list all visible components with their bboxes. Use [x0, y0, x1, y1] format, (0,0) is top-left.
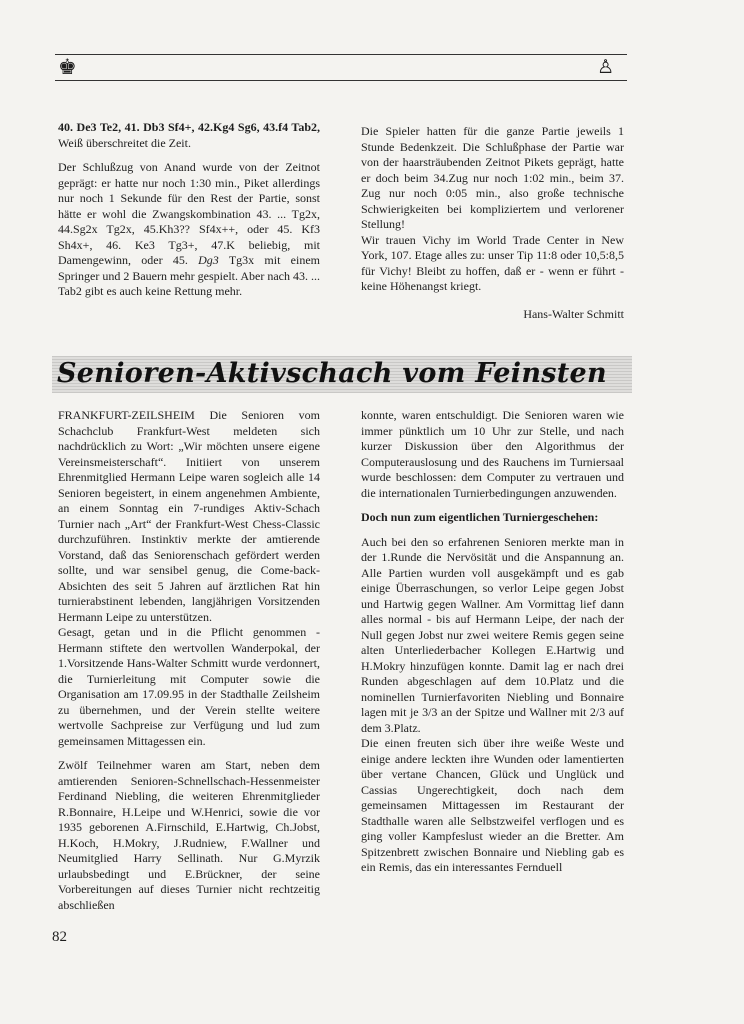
article-paragraph-3: Zwölf Teilnehmer waren am Start, neben dem amtierenden Senioren-Schnellschach-Hessenmeister Ferdinand Niebling, die weiteren Ehrenmitglieder R.Bonnaire, H.Leipe und W.Henrici, sowie die vor 1935 geborenen A.Firnschild, E.Hartwig, Ch.Jobst, H.Koch, H.Mokry, J.Rudniew, F.Wallner und Neumitglied Harry Sellinath. Nur G.Myrzik urlaubsbedingt und E.Brückner, der seine Vorbereitungen auf dieses Turnier nicht rechtzeitig abschließen	[58, 758, 320, 912]
article-subheading: Doch nun zum eigentlichen Turniergeschehen:	[361, 510, 599, 524]
article-right-column	[361, 408, 624, 876]
page-number: 82	[52, 929, 67, 945]
article-paragraph-2: Gesagt, getan und in die Pflicht genommen - Hermann stiftete den wertvollen Wanderpokal, der 1.Vorsitzende Hans-Walter Schmitt wurde verdonnert, die Turnierleitung mit Computer sowie die Organisation am 17.09.95 in der Stadthalle Zeilsheim zu übernehmen, und der Verein stellte weitere wertvolle Sachpreise zur Verfügung und lud zum gemeinsamen Mittagessen ein.	[58, 625, 320, 748]
report-paragraph-2: Wir trauen Vichy im World Trade Center in New York, 107. Etage alles zu: unser Tip 11:8 oder 10,5:8,5 für Vichy! Bleibt zu hoffen, daß er - wenn er führt - keine Höhenangst kriegt.	[361, 232, 624, 293]
analysis-italic: Dg3	[198, 253, 219, 267]
analysis-text: Der Schlußzug von Anand wurde von der Zeitnot geprägt: er hatte nur noch 1:30 min., Piket allerdings nur noch 1 Sekunde für den Rest der Partie, sonst hätte er wohl die Zwangskombination 43. ... Tg2x, 44.Sg2x Tg2x, 45.Kh3?? Sf4x++, oder 45. Kf3 Sh4x+, 46. Ke3 Tg3+, 47.K beliebig, mit Damengewinn, oder 45.	[58, 160, 320, 267]
header-rule-bottom	[55, 80, 627, 81]
top-right-column	[361, 124, 624, 322]
analysis-tail: Tg3x mit einem Springer und 2 Bauern mehr gespielt. Aber nach 43. ... Tab2 gibt es auch keine Rettung mehr.	[58, 253, 320, 298]
moves-tail: Weiß überschreitet die Zeit.	[58, 135, 191, 150]
pawn-icon: ♙	[597, 56, 615, 78]
article-paragraph-5: Auch bei den so erfahrenen Senioren merkte man in der 1.Runde die Nervösität und die Anspannung an. Alle Partien wurden voll ausgekämpft und es gab einige Überraschungen, so verlor Leipe gegen Jobst und Hartwig gegen Wallner. Am Vormittag lief dann alles normal - bis auf Hermann Leipe, der nach der Null gegen Jobst nur zwei weitere Remis gegen seine alten Unterliederbacher Kollegen E.Hartwig und H.Mokry hinzufügen konnte. Damit lag er nach drei Runden abgeschlagen auf dem 10.Platz und die nominellen Turnierfavoriten Niebling und Bonnaire lagen mit je 3/3 an der Spitze und Wallner mit 2/3 auf dem 3.Platz.	[361, 534, 624, 735]
report-paragraph-1: Die Spieler hatten für die ganze Partie jeweils 1 Stunde Bedenkzeit. Die Schlußphase der Partie war von der haarsträubenden Zeitnot Pikets geprägt, hatte er doch beim 34.Zug nur noch 1:02 min., beim 37. Zug nur noch 0:05 min., also große technische Schwierigkeiten bei kompliziertem und verlorener Stellung!	[361, 124, 624, 231]
top-left-column	[58, 120, 320, 300]
game-moves	[58, 120, 320, 151]
article-left-column	[58, 408, 320, 913]
moves-bold: 40. De3 Te2, 41. Db3 Sf4+, 42.Kg4 Sg6, 43.f4 Tab2,	[58, 120, 320, 134]
article-paragraph-6: Die einen freuten sich über ihre weiße Weste und einige andere leckten ihre Wunden oder lamentierten über vertane Chancen, Glück und Unglück und Cassias Ungerechtigkeit, doch nach dem gemeinsamen Mittagessen im Restaurant der Stadthalle waren alle Selbstzweifel verflogen und es ging voller Kampfeslust wieder an die Bretter. Am Spitzenbrett zwischen Bonnaire und Niebling gab es ein Remis, das ein interessantes Fernduell	[361, 736, 624, 874]
king-icon: ♚	[58, 55, 77, 79]
article-paragraph-1: FRANKFURT-ZEILSHEIM Die Senioren vom Schachclub Frankfurt-West meldeten sich nachdrücklich zu Wort: „Wir möchten unsere eigene Vereinsmeisterschaft“. Initiiert von unserem Ehrenmitglied Hermann Leipe waren sogleich alle 14 Senioren begeistert, in einem angenehmen Ambiente, an einem Sonntag ein 7-rundiges Aktiv-Schach Turnier nach „Art“ der Frankfurt-West Chess-Classic durchzuführen. Instinktiv merkte der amtierende Vorstand, daß das Seniorenschach gefördert werden sollte, und war sensibel genug, die Come-back-Absichten des seit 5 Jahren auf ärztlichen Rat hin turnierabstinent lebenden, langjährigen Vorsitzenden Hermann Leipe zu unterstützen.	[58, 408, 320, 624]
header-rule-top	[55, 54, 627, 55]
article-title: Senioren-Aktivschach vom Feinsten	[57, 358, 607, 389]
analysis-paragraph	[58, 160, 320, 300]
author-signature: Hans-Walter Schmitt	[523, 306, 624, 321]
article-paragraph-4: konnte, waren entschuldigt. Die Senioren waren wie immer pünktlich um 10 Uhr zur Stelle, und nach kurzer Diskussion über den Algorithmus der Computerauslosung und des Rauchens im Turniersaal wurde beschlossen: dem Computer zu vertrauen und die internationalen Turnierbedingungen anzuwenden.	[361, 408, 624, 500]
